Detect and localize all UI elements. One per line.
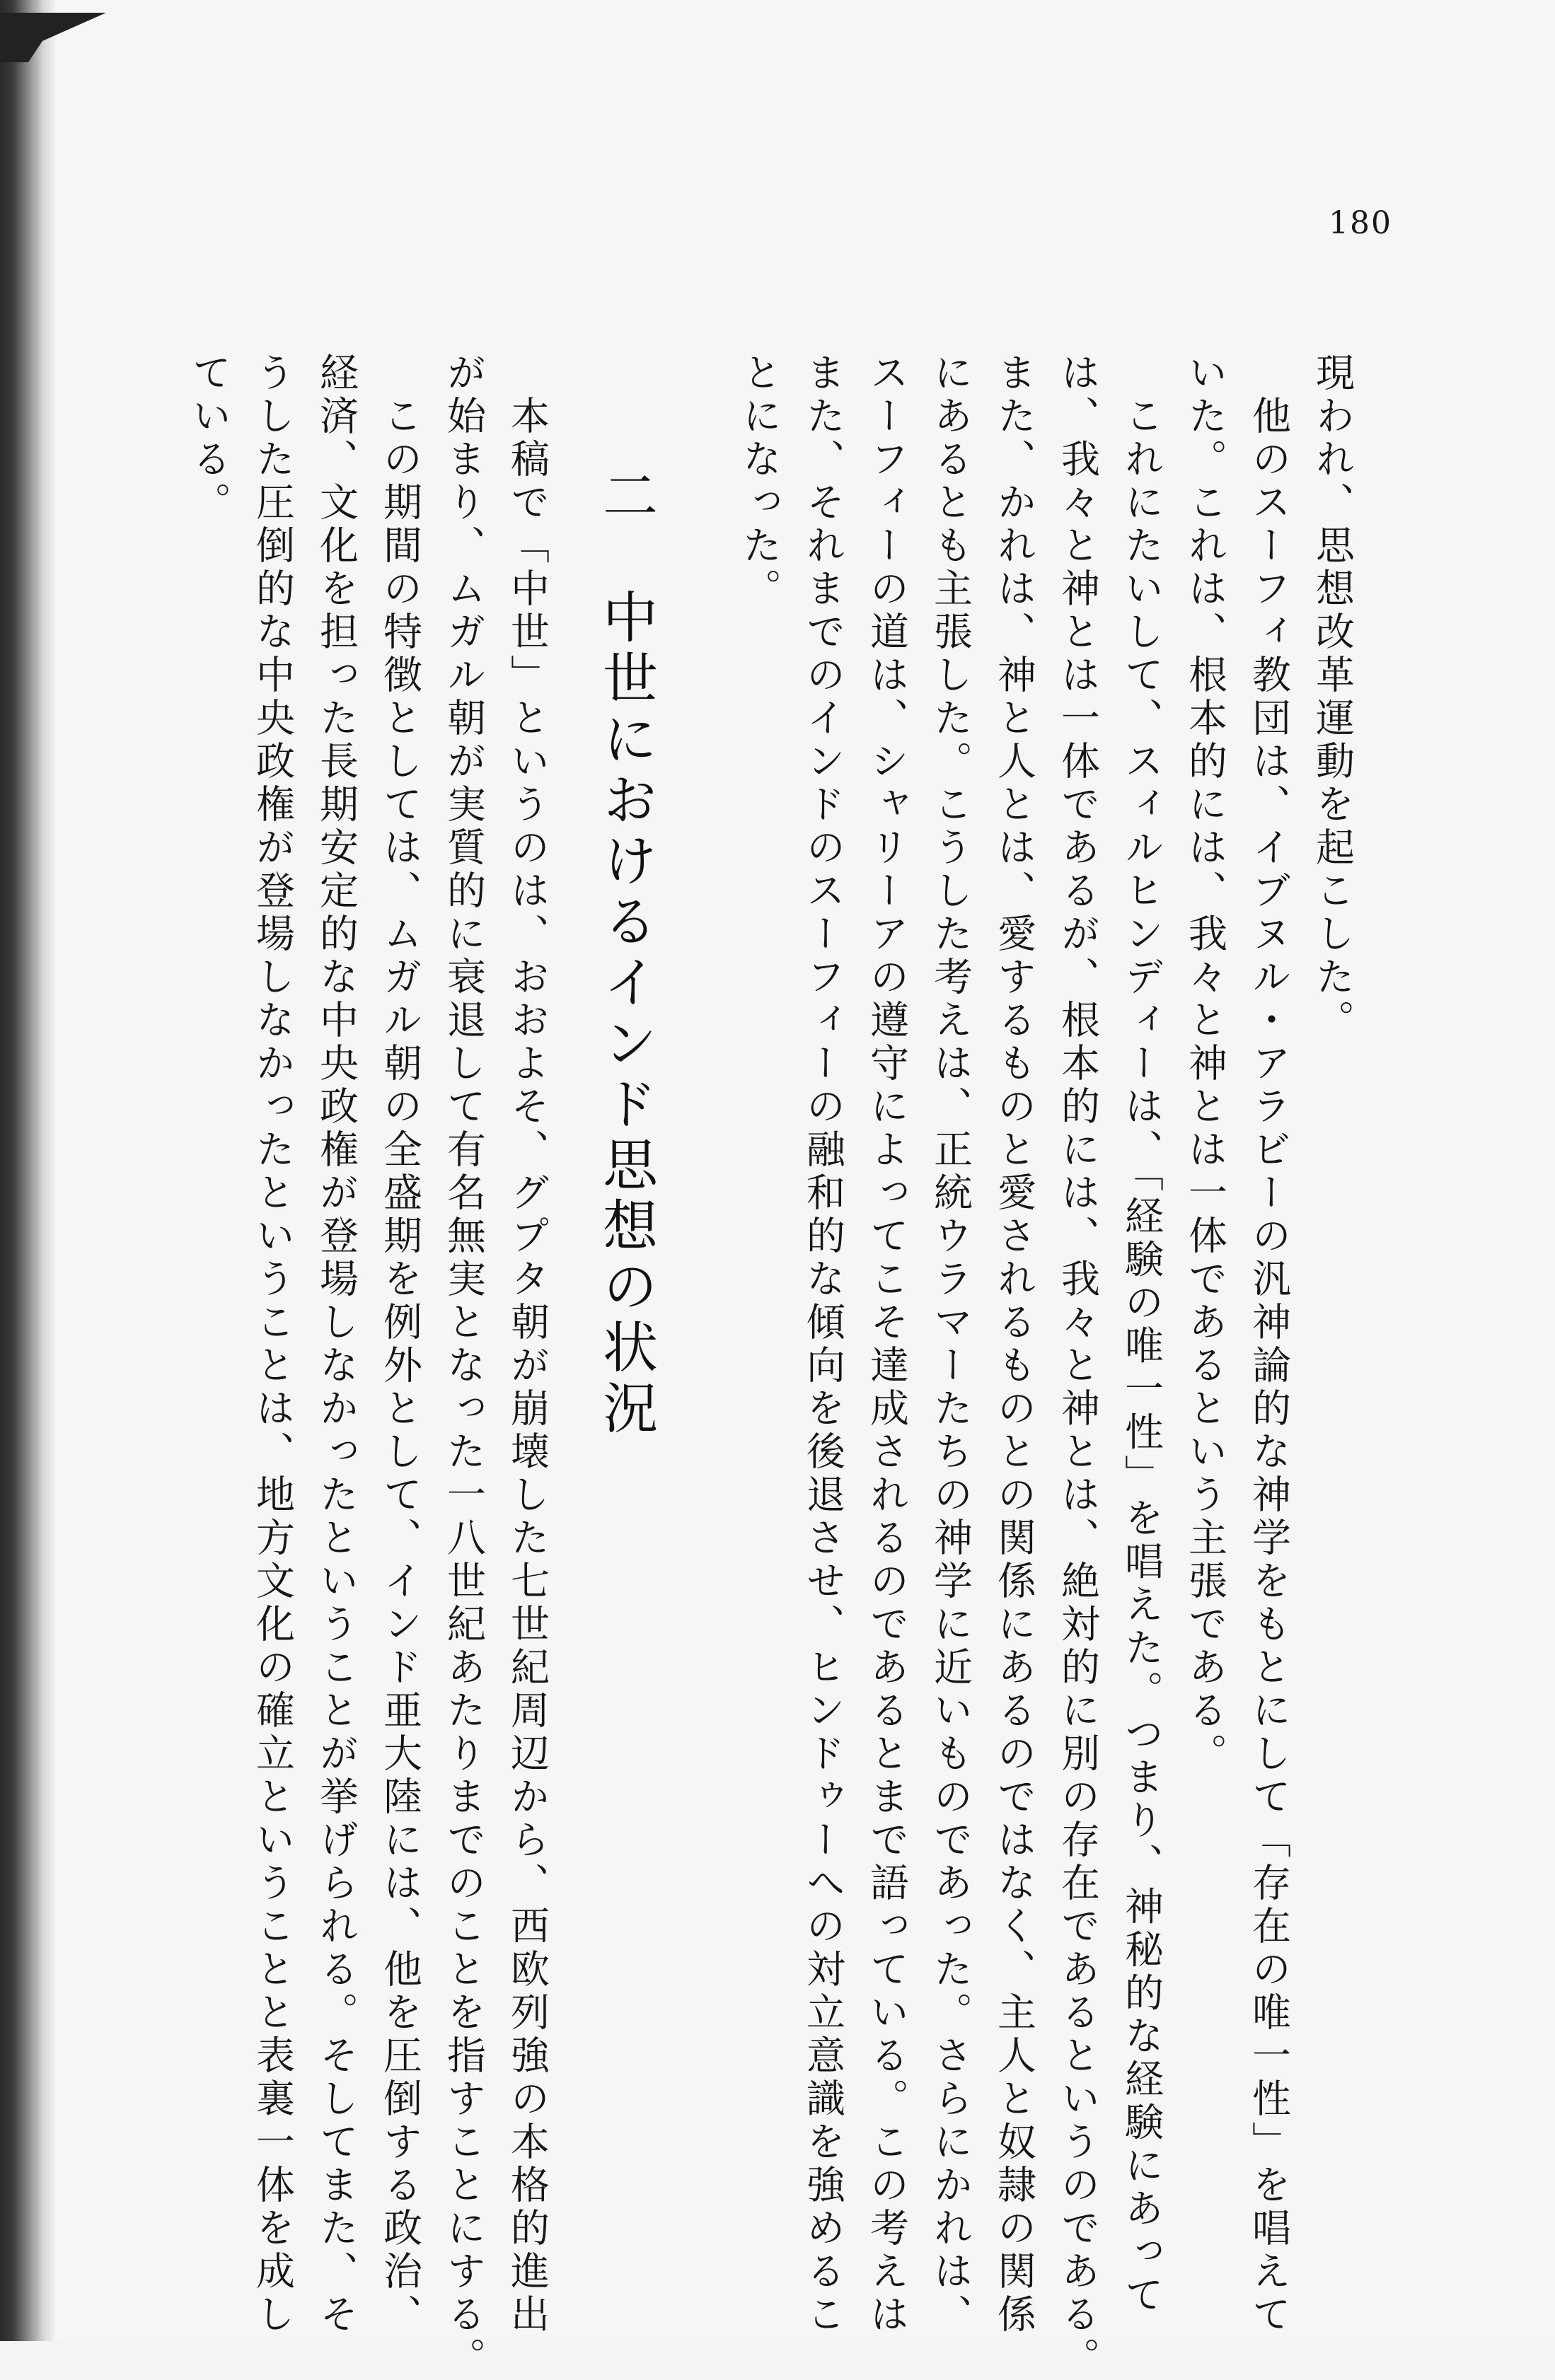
text-line-2: 他のスーフィ教団は、イブヌル・アラビーの汎神論的な神学をもとにして「存在の唯一性」を唱えて bbox=[1246, 352, 1291, 2337]
binding-shadow bbox=[0, 0, 57, 2341]
section-heading: 二 中世におけるインド思想の状況 bbox=[594, 467, 657, 1440]
text-line-6: また、かれは、神と人とは、愛するものと愛されるものとの関係にあるのではなく、主人と奴隷の関係 bbox=[991, 352, 1036, 2337]
page-number: 180 bbox=[1329, 205, 1392, 241]
text-line-4: これにたいして、スィルヒンディーは、「経験の唯一性」を唱えた。つまり、神秘的な経験にあって bbox=[1118, 352, 1164, 2318]
text-line-9: また、それまでのインドのスーフィーの融和的な傾向を後退させ、ヒンドゥーへの対立意識を強めるこ bbox=[800, 352, 845, 2337]
text-line-7: にあるとも主張した。こうした考えは、正統ウラマーたちの神学に近いものであった。さらにかれは、 bbox=[927, 352, 973, 2337]
section-line-1: 本稿で「中世」というのは、おおよそ、グプタ朝が崩壊した七世紀周辺から、西欧列強の本格的進出 bbox=[504, 352, 550, 2337]
text-line-1: 現われ、思想改革運動を起こした。 bbox=[1310, 352, 1355, 1043]
section-line-5: うした圧倒的な中央政権が登場しなかったということは、地方文化の確立ということと表裏一体を成し bbox=[250, 352, 295, 2337]
binding-notch-mark bbox=[0, 13, 106, 62]
text-line-10: とになった。 bbox=[736, 352, 782, 611]
section-line-6: ている。 bbox=[186, 352, 231, 525]
section-line-4: 経済、文化を担った長期安定的な中央政権が登場しなかったということが挙げられる。そしてまた、そ bbox=[313, 352, 359, 2337]
text-line-5: は、我々と神とは一体であるが、根本的には、我々と神とは、絶対的に別の存在であるというのである。 bbox=[1055, 352, 1100, 2380]
section-line-2: が始まり、ムガル朝が実質的に衰退して有名無実となった一八世紀あたりまでのことを指すことにする。 bbox=[441, 352, 486, 2380]
text-line-3: いた。これは、根本的には、我々と神とは一体であるという主張である。 bbox=[1182, 352, 1227, 1776]
section-line-3: この期間の特徴としては、ムガル朝の全盛期を例外として、インド亜大陸には、他を圧倒する政治、 bbox=[377, 352, 422, 2337]
text-line-8: スーフィーの道は、シャリーアの遵守によってこそ達成されるのであるとまで語っている。この考えは bbox=[864, 352, 909, 2337]
